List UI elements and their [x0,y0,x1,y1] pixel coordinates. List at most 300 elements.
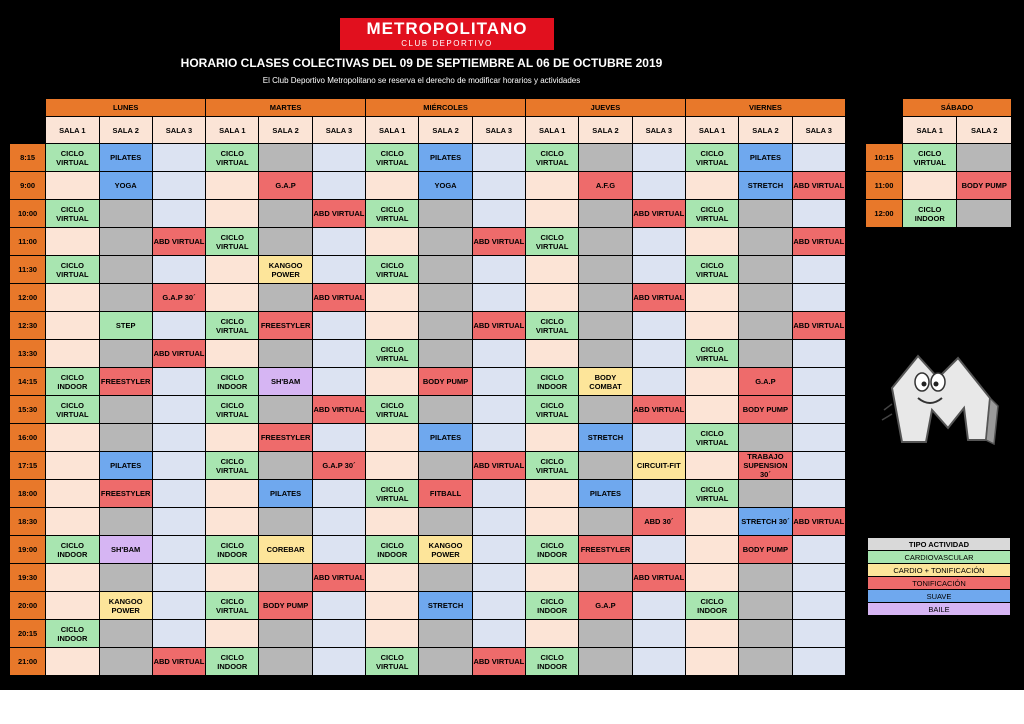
time-slot-label: 19:00 [10,536,45,563]
time-slot-label: 12:00 [866,200,902,227]
empty-slot [957,144,1011,171]
room-header: SALA 2 [419,117,471,143]
empty-slot [259,508,311,535]
empty-slot [419,256,471,283]
empty-slot [473,592,525,619]
time-slot-label: 10:00 [10,200,45,227]
class-cell: ABD VIRTUAL [793,312,845,339]
empty-slot [739,312,791,339]
class-cell: FITBALL [419,480,471,507]
class-cell: SH'BAM [100,536,152,563]
time-row [10,648,845,675]
time-slot-label: 20:00 [10,592,45,619]
empty-slot [100,564,152,591]
class-cell: CIRCUIT-FIT [633,452,685,479]
empty-slot [46,452,98,479]
day-header-sabado: SÁBADO [903,99,1011,116]
empty-slot [366,620,418,647]
time-row [10,536,845,563]
class-cell: BODY PUMP [739,396,791,423]
class-cell: ABD VIRTUAL [473,452,525,479]
day-header-viernes: VIERNES [686,99,845,116]
empty-slot [206,172,258,199]
empty-slot [579,228,631,255]
class-cell: KANGOO POWER [419,536,471,563]
empty-slot [419,228,471,255]
room-header: SALA 3 [793,117,845,143]
time-row [10,200,845,227]
empty-slot [473,620,525,647]
class-cell: FREESTYLER [100,480,152,507]
empty-slot [579,452,631,479]
day-header-martes: MARTES [206,99,365,116]
room-header: SALA 2 [100,117,152,143]
time-row [10,396,845,423]
class-cell: G.A.P [259,172,311,199]
empty-slot [313,144,365,171]
empty-slot [46,648,98,675]
time-slot-label: 12:30 [10,312,45,339]
empty-slot [366,452,418,479]
time-row [10,592,845,619]
logo-name: METROPOLITANO [366,19,528,38]
time-slot-label: 13:30 [10,340,45,367]
time-slot-label: 12:00 [10,284,45,311]
class-cell: BODY PUMP [739,536,791,563]
empty-slot [259,564,311,591]
class-cell: BODY PUMP [259,592,311,619]
empty-slot [686,508,738,535]
class-cell: FREESTYLER [259,424,311,451]
class-cell: CICLO INDOOR [686,592,738,619]
empty-slot [313,536,365,563]
class-cell: FREESTYLER [579,536,631,563]
time-row [10,256,845,283]
empty-slot [793,340,845,367]
empty-slot [153,256,205,283]
time-slot-label: 17:15 [10,452,45,479]
page-title: HORARIO CLASES COLECTIVAS DEL 09 DE SEPTIEMBRE AL 06 DE OCTUBRE 2019 [180,56,663,70]
empty-slot [100,340,152,367]
empty-slot [366,424,418,451]
empty-slot [313,508,365,535]
empty-slot [100,256,152,283]
weekday-rows [10,144,845,675]
class-cell: ABD VIRTUAL [153,648,205,675]
class-cell: G.A.P 30´ [313,452,365,479]
class-cell: CICLO VIRTUAL [366,144,418,171]
empty-slot [206,424,258,451]
empty-slot [419,284,471,311]
empty-slot [419,620,471,647]
empty-slot [739,480,791,507]
mascot-m-icon [878,348,1004,448]
empty-slot [46,480,98,507]
class-cell: CICLO VIRTUAL [366,256,418,283]
class-cell: ABD VIRTUAL [313,200,365,227]
empty-slot [473,536,525,563]
empty-slot [686,452,738,479]
empty-slot [366,172,418,199]
empty-slot [793,648,845,675]
empty-slot [793,284,845,311]
class-cell: G.A.P 30´ [153,284,205,311]
empty-slot [526,480,578,507]
empty-slot [259,200,311,227]
empty-slot [473,144,525,171]
empty-slot [313,368,365,395]
time-slot-label: 18:00 [10,480,45,507]
empty-slot [259,396,311,423]
empty-slot [153,452,205,479]
class-cell: BODY COMBAT [579,368,631,395]
class-cell: ABD VIRTUAL [153,340,205,367]
class-cell: CICLO VIRTUAL [366,648,418,675]
empty-slot [739,620,791,647]
empty-slot [206,508,258,535]
class-cell: CICLO VIRTUAL [526,228,578,255]
class-cell: CICLO INDOOR [526,592,578,619]
class-cell: G.A.P [739,368,791,395]
empty-slot [100,424,152,451]
empty-slot [206,256,258,283]
time-slot-label: 19:30 [10,564,45,591]
empty-slot [793,536,845,563]
empty-slot [739,648,791,675]
class-cell: ABD VIRTUAL [473,228,525,255]
time-slot-label: 20:15 [10,620,45,647]
empty-slot [633,256,685,283]
empty-slot [366,368,418,395]
empty-slot [793,480,845,507]
empty-slot [419,648,471,675]
empty-slot [579,200,631,227]
class-cell: STRETCH [419,592,471,619]
class-cell: ABD VIRTUAL [793,228,845,255]
empty-slot [366,592,418,619]
empty-slot [793,620,845,647]
empty-slot [686,536,738,563]
empty-slot [739,256,791,283]
class-cell: CICLO VIRTUAL [686,256,738,283]
empty-slot [579,284,631,311]
class-cell: G.A.P [579,592,631,619]
empty-slot [793,256,845,283]
empty-slot [473,256,525,283]
class-cell: CICLO VIRTUAL [46,144,98,171]
time-slot-label: 9:00 [10,172,45,199]
room-header-row [10,117,845,143]
empty-slot [419,452,471,479]
empty-slot [153,144,205,171]
time-slot-label: 8:15 [10,144,45,171]
class-cell: CICLO VIRTUAL [206,144,258,171]
class-cell: YOGA [419,172,471,199]
class-cell: CICLO VIRTUAL [366,480,418,507]
empty-slot [419,564,471,591]
empty-slot [153,312,205,339]
empty-slot [526,200,578,227]
empty-slot [153,200,205,227]
class-cell: PILATES [100,144,152,171]
class-cell: STRETCH [579,424,631,451]
time-row [10,340,845,367]
empty-slot [793,424,845,451]
class-cell: ABD VIRTUAL [633,396,685,423]
class-cell: CICLO INDOOR [526,648,578,675]
empty-slot [633,144,685,171]
time-slot-label: 16:00 [10,424,45,451]
empty-slot [473,508,525,535]
empty-slot [686,564,738,591]
empty-slot [686,172,738,199]
class-cell: KANGOO POWER [100,592,152,619]
time-row [10,172,845,199]
class-cell: STRETCH 30´ [739,508,791,535]
empty-slot [313,312,365,339]
empty-slot [313,256,365,283]
empty-slot [739,228,791,255]
time-row [10,284,845,311]
class-cell: CICLO VIRTUAL [206,312,258,339]
class-cell: CICLO VIRTUAL [206,592,258,619]
empty-slot [793,592,845,619]
room-header: SALA 1 [903,117,956,143]
empty-slot [313,648,365,675]
empty-slot [46,564,98,591]
legend-item-cardtone: CARDIO + TONIFICACIÓN [868,564,1010,576]
class-cell: TRABAJO SUPENSION 30´ [739,452,791,479]
class-cell: PILATES [100,452,152,479]
empty-slot [46,228,98,255]
empty-slot [100,648,152,675]
empty-slot [579,508,631,535]
empty-slot [206,564,258,591]
class-cell: CICLO VIRTUAL [686,424,738,451]
room-header: SALA 1 [366,117,418,143]
class-cell: COREBAR [259,536,311,563]
room-header: SALA 2 [739,117,791,143]
empty-slot [46,340,98,367]
empty-slot [153,396,205,423]
empty-slot [313,340,365,367]
time-slot-label: 11:30 [10,256,45,283]
empty-slot [419,312,471,339]
class-cell: CICLO VIRTUAL [526,396,578,423]
empty-slot [153,424,205,451]
time-row [10,620,845,647]
day-header-lunes: LUNES [46,99,205,116]
empty-slot [686,648,738,675]
class-cell: A.F.G [579,172,631,199]
empty-slot [686,284,738,311]
class-cell: PILATES [419,424,471,451]
empty-slot [473,284,525,311]
day-header-row [866,99,1011,116]
empty-slot [473,200,525,227]
class-cell: CICLO VIRTUAL [686,144,738,171]
legend-item-suave: SUAVE [868,590,1010,602]
empty-slot [46,424,98,451]
time-row [866,144,1011,171]
saturday-timetable [865,98,1012,228]
class-cell: ABD VIRTUAL [793,172,845,199]
empty-slot [526,620,578,647]
empty-slot [579,312,631,339]
empty-slot [259,648,311,675]
time-slot-label: 11:00 [866,172,902,199]
class-cell: ABD VIRTUAL [473,648,525,675]
class-cell: PILATES [579,480,631,507]
legend-item-tone: TONIFICACIÓN [868,577,1010,589]
class-cell: ABD VIRTUAL [633,284,685,311]
class-cell: CICLO VIRTUAL [46,396,98,423]
empty-slot [633,228,685,255]
empty-slot [473,340,525,367]
time-slot-label: 14:15 [10,368,45,395]
empty-slot [579,396,631,423]
empty-slot [473,424,525,451]
empty-slot [46,592,98,619]
class-cell: ABD VIRTUAL [473,312,525,339]
class-cell: CICLO VIRTUAL [686,340,738,367]
empty-slot [366,508,418,535]
class-cell: CICLO VIRTUAL [206,228,258,255]
empty-slot [686,620,738,647]
empty-slot [153,480,205,507]
empty-slot [739,424,791,451]
room-header: SALA 3 [473,117,525,143]
empty-slot [579,340,631,367]
empty-slot [313,620,365,647]
empty-slot [313,228,365,255]
time-row [10,452,845,479]
time-row [10,312,845,339]
corner-cell [866,117,902,143]
empty-slot [419,200,471,227]
empty-slot [419,508,471,535]
class-cell: CICLO INDOOR [366,536,418,563]
empty-slot [739,284,791,311]
empty-slot [686,368,738,395]
class-cell: BODY PUMP [957,172,1011,199]
empty-slot [579,144,631,171]
empty-slot [739,200,791,227]
empty-slot [153,508,205,535]
empty-slot [579,620,631,647]
empty-slot [473,480,525,507]
class-cell: FREESTYLER [259,312,311,339]
page-subtitle: El Club Deportivo Metropolitano se reserva el derecho de modificar horarios y actividades [262,76,581,85]
time-row [10,480,845,507]
class-cell: CICLO VIRTUAL [903,144,956,171]
room-header-row [866,117,1011,143]
time-slot-label: 11:00 [10,228,45,255]
empty-slot [473,564,525,591]
class-cell: PILATES [259,480,311,507]
empty-slot [739,564,791,591]
class-cell: ABD VIRTUAL [153,228,205,255]
class-cell: CICLO VIRTUAL [46,256,98,283]
class-cell: ABD VIRTUAL [633,200,685,227]
time-row [10,508,845,535]
empty-slot [366,284,418,311]
empty-slot [633,592,685,619]
empty-slot [366,312,418,339]
empty-slot [526,340,578,367]
room-header: SALA 3 [153,117,205,143]
empty-slot [206,200,258,227]
empty-slot [793,200,845,227]
class-cell: FREESTYLER [100,368,152,395]
corner-cell [10,117,45,143]
class-cell: CICLO VIRTUAL [366,340,418,367]
empty-slot [259,620,311,647]
class-cell: CICLO INDOOR [206,648,258,675]
class-cell: ABD VIRTUAL [313,564,365,591]
empty-slot [259,452,311,479]
time-row [10,228,845,255]
class-cell: CICLO VIRTUAL [526,144,578,171]
class-cell: CICLO INDOOR [206,368,258,395]
time-row [10,144,845,171]
empty-slot [313,424,365,451]
class-cell: CICLO INDOOR [46,368,98,395]
time-row [10,424,845,451]
empty-slot [957,200,1011,227]
empty-slot [100,508,152,535]
empty-slot [633,536,685,563]
legend-item-baile: BAILE [868,603,1010,615]
class-cell: CICLO VIRTUAL [206,452,258,479]
class-cell: CICLO INDOOR [206,536,258,563]
room-header: SALA 3 [633,117,685,143]
empty-slot [633,480,685,507]
class-cell: KANGOO POWER [259,256,311,283]
class-cell: CICLO INDOOR [46,536,98,563]
empty-slot [100,228,152,255]
class-cell: CICLO INDOOR [526,536,578,563]
room-header: SALA 2 [579,117,631,143]
empty-slot [153,620,205,647]
weekday-timetable [9,98,846,676]
empty-slot [579,564,631,591]
empty-slot [686,228,738,255]
empty-slot [633,340,685,367]
room-header: SALA 2 [259,117,311,143]
empty-slot [259,340,311,367]
empty-slot [526,256,578,283]
empty-slot [259,284,311,311]
class-cell: ABD VIRTUAL [793,508,845,535]
empty-slot [313,172,365,199]
empty-slot [739,340,791,367]
room-header: SALA 1 [526,117,578,143]
class-cell: YOGA [100,172,152,199]
empty-slot [526,424,578,451]
empty-slot [46,508,98,535]
empty-slot [793,368,845,395]
class-cell: ABD VIRTUAL [313,284,365,311]
day-header-jueves: JUEVES [526,99,685,116]
room-header: SALA 3 [313,117,365,143]
empty-slot [366,564,418,591]
empty-slot [633,172,685,199]
empty-slot [100,396,152,423]
class-cell: ABD VIRTUAL [633,564,685,591]
corner-cell [10,99,45,116]
corner-cell [866,99,902,116]
